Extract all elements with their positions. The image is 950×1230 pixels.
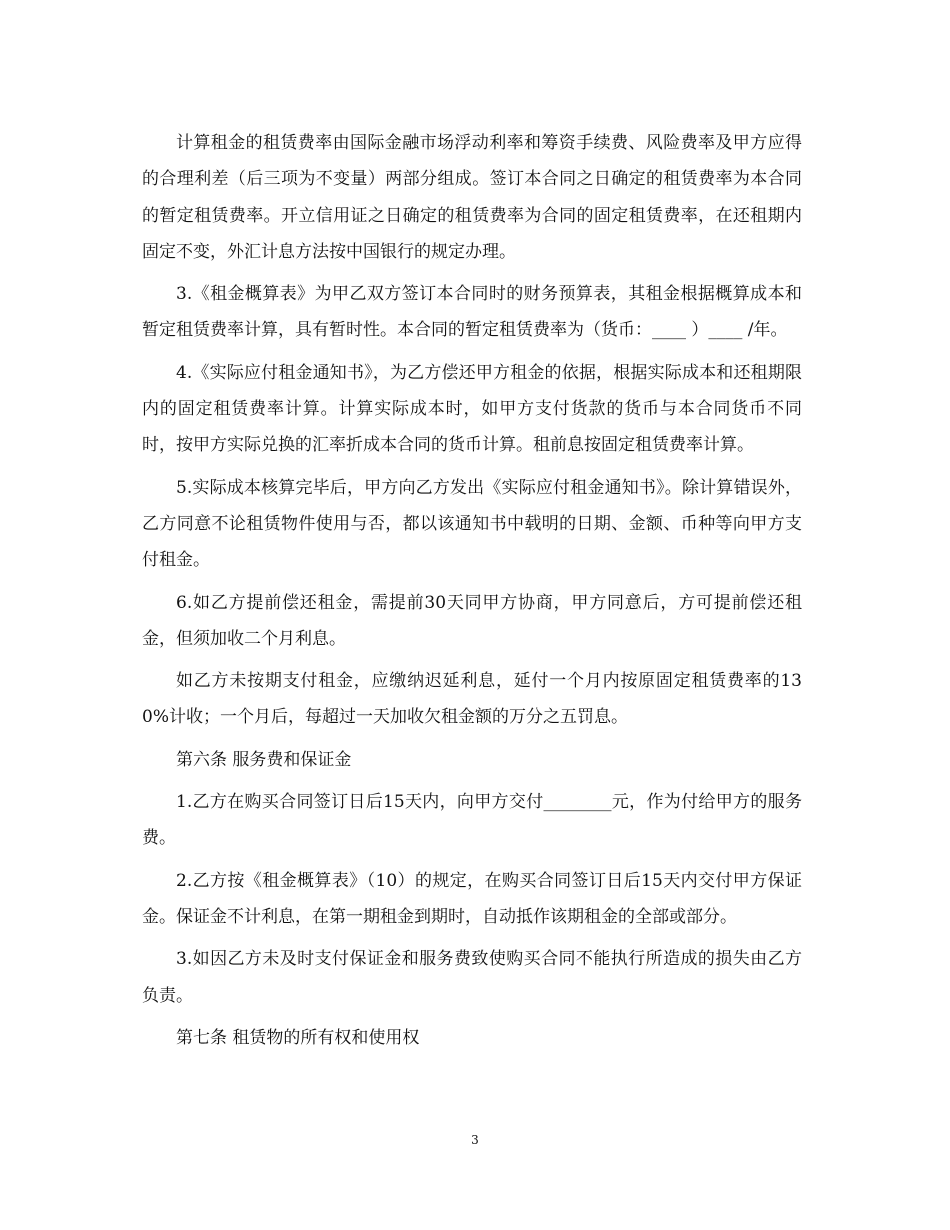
paragraph-clause-6: 6.如乙方提前偿还租金，需提前30天同甲方协商，甲方同意后，方可提前偿还租金，但须加收二个月利息。 bbox=[142, 592, 802, 649]
paragraph-clause-4: 4.《实际应付租金通知书》，为乙方偿还甲方租金的依据，根据实际成本和还租期限内的固定租赁费率计算。计算实际成本时，如甲方支付货款的货币与本合同货币不同时，按甲方实际兑换的汇率折成本合同的货币计算。租前息按固定租赁费率计算。 bbox=[142, 362, 802, 456]
section-heading-article-6: 第六条 服务费和保证金 bbox=[176, 749, 352, 770]
document-body bbox=[142, 125, 802, 1062]
paragraph-late-payment: 如乙方未按期支付租金，应缴纳迟延利息，延付一个月内按原固定租赁费率的130%计收；一个月后，每超过一天加收欠租金额的万分之五罚息。 bbox=[142, 671, 802, 728]
paragraph-rate-composition: 计算租金的租赁费率由国际金融市场浮动利率和筹资手续费、风险费率及甲方应得的合理利差（后三项为不变量）两部分组成。签订本合同之日确定的租赁费率为本合同的暂定租赁费率。开立信用证之日确定的租赁费率为合同的固定租赁费率，在还租期内固定不变，外汇计息方法按中国银行的规定办理。 bbox=[142, 133, 802, 262]
paragraph-clause-5: 5.实际成本核算完毕后，甲方向乙方发出《实际应付租金通知书》。除计算错误外，乙方同意不论租赁物件使用与否，都以该通知书中载明的日期、金额、币种等向甲方支付租金。 bbox=[142, 477, 802, 571]
paragraph-article-6-clause-1: 1.乙方在购买合同签订日后15天内，向甲方交付________元，作为付给甲方的服务费。 bbox=[142, 792, 802, 849]
section-heading-article-7: 第七条 租赁物的所有权和使用权 bbox=[176, 1027, 420, 1048]
paragraph-article-6-clause-2: 2.乙方按《租金概算表》（10）的规定，在购买合同签订日后15天内交付甲方保证金。保证金不计利息，在第一期租金到期时，自动抵作该期租金的全部或部分。 bbox=[142, 870, 802, 927]
paragraph-clause-3: 3.《租金概算表》为甲乙双方签订本合同时的财务预算表，其租金根据概算成本和暂定租赁费率计算，具有暂时性。本合同的暂定租赁费率为（货币：____ ）____ /年。 bbox=[142, 284, 802, 341]
paragraph-article-6-clause-3: 3.如因乙方未及时支付保证金和服务费致使购买合同不能执行所造成的损失由乙方负责。 bbox=[142, 949, 802, 1006]
page-number: 3 bbox=[471, 1133, 479, 1147]
